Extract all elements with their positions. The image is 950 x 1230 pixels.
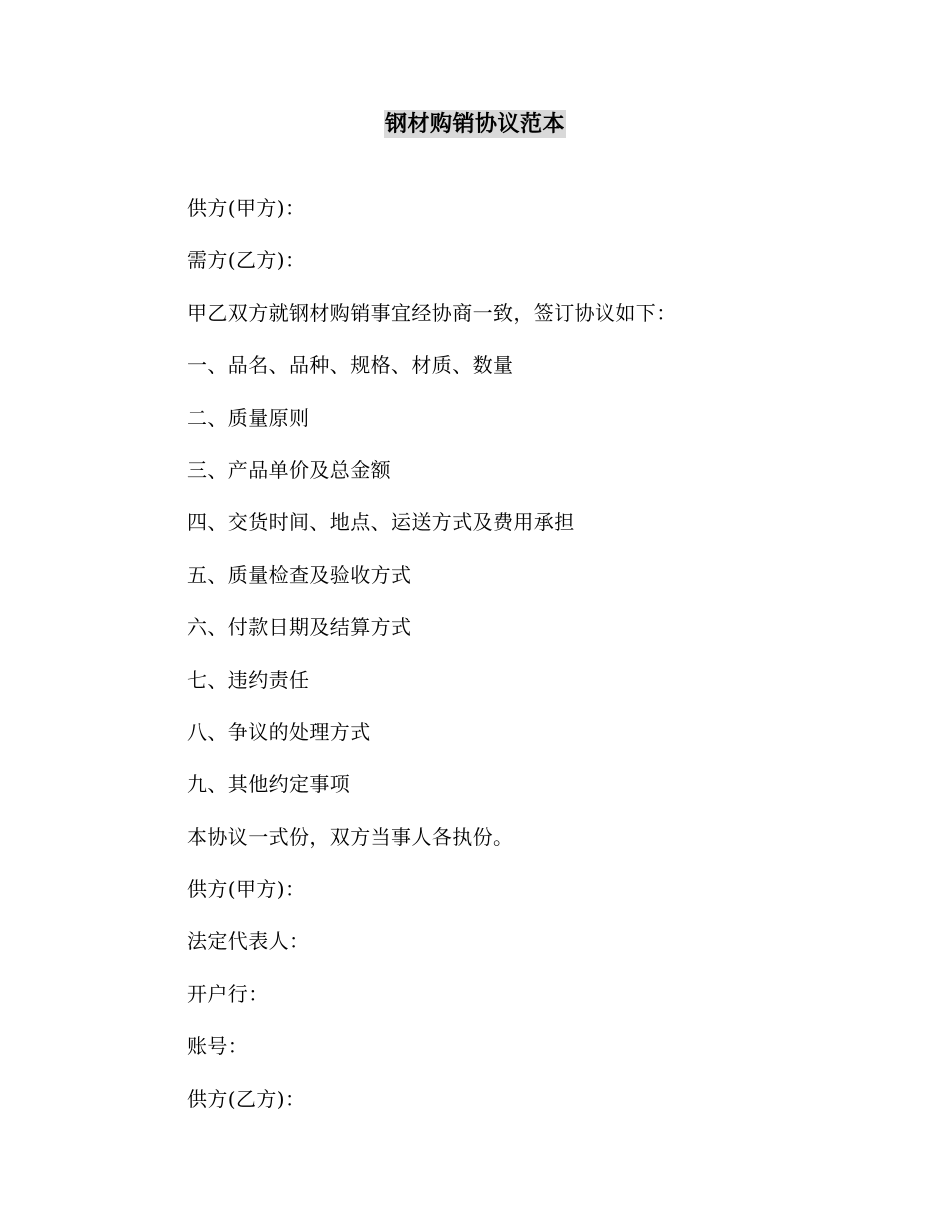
clause-5-line: 五、质量检查及验收方式 (187, 562, 412, 587)
clause-2-line: 二、质量原则 (187, 405, 310, 430)
clause-7-line: 七、违约责任 (187, 667, 310, 692)
copies-statement-line: 本协议一式份，双方当事人各执份。 (187, 824, 514, 849)
title-container (0, 110, 950, 138)
document-body (187, 193, 787, 1136)
signature-supplier-party-a-line: 供方(甲方)： (187, 877, 306, 902)
document-title: 钢材购销协议范本 (384, 111, 565, 137)
supplier-party-a-line: 供方(甲方)： (187, 196, 306, 220)
clause-4-line: 四、交货时间、地点、运送方式及费用承担 (187, 510, 575, 535)
agreement-intro-line: 甲乙双方就钢材购销事宜经协商一致，签订协议如下： (187, 300, 677, 325)
account-number-line: 账号： (187, 1034, 249, 1059)
buyer-party-b-line: 需方(乙方)： (187, 248, 306, 273)
clause-8-line: 八、争议的处理方式 (187, 719, 371, 744)
clause-6-line: 六、付款日期及结算方式 (187, 615, 412, 640)
bank-line: 开户行： (187, 981, 269, 1006)
clause-3-line: 三、产品单价及总金额 (187, 457, 391, 482)
signature-supplier-party-b-line: 供方(乙方)： (187, 1086, 306, 1111)
legal-representative-line: 法定代表人： (187, 929, 310, 954)
clause-9-line: 九、其他约定事项 (187, 772, 351, 797)
clause-1-line: 一、品名、品种、规格、材质、数量 (187, 353, 514, 378)
